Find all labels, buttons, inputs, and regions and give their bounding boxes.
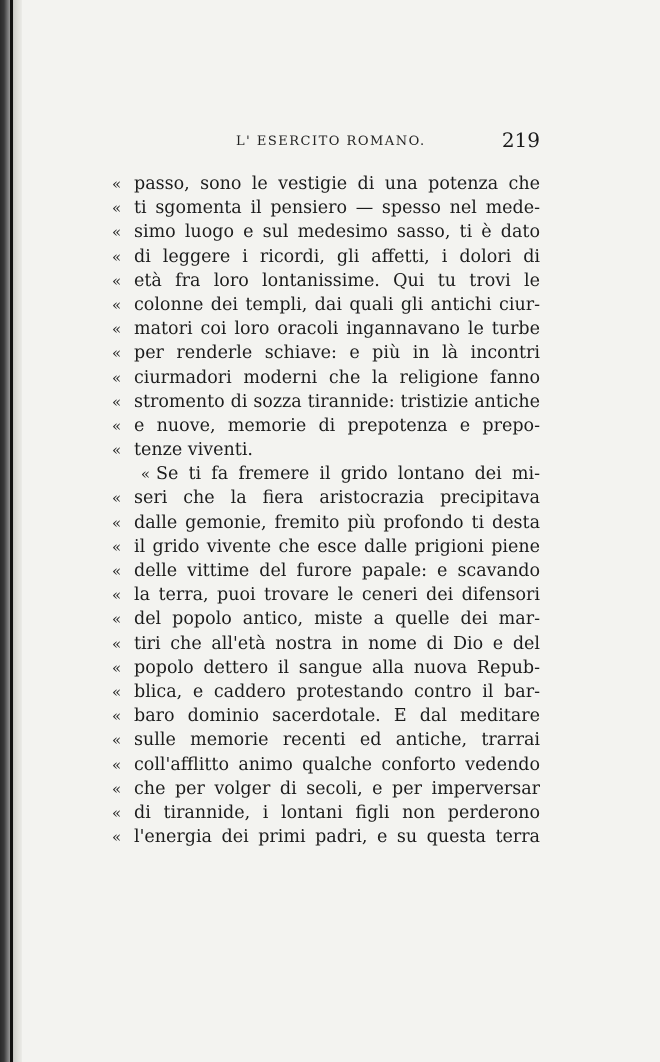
line-text: delle vittime del furore papale: e scavando xyxy=(134,561,540,581)
quote-mark: « xyxy=(112,803,122,822)
body-text xyxy=(112,172,540,849)
paragraph-start-line xyxy=(112,462,540,486)
page-number: 219 xyxy=(501,128,540,152)
text-line xyxy=(112,196,540,220)
line-text: baro dominio sacerdotale. E dal meditare xyxy=(134,706,540,727)
quote-mark: « xyxy=(112,731,122,750)
line-text: il grido vivente che esce dalle prigioni piene xyxy=(134,536,540,557)
quote-mark: « xyxy=(112,416,122,435)
text-line xyxy=(112,704,540,728)
quote-mark: « xyxy=(112,199,122,218)
quote-mark: « xyxy=(140,465,150,484)
line-text: simo luogo e sul medesimo sasso, ti è dato xyxy=(134,222,540,243)
text-line xyxy=(112,366,540,390)
text-line xyxy=(112,390,540,414)
line-text: sulle memorie recenti ed antiche, trarrai xyxy=(134,730,540,751)
line-text: ciurmadori moderni che la religione fanno xyxy=(134,367,540,388)
text-line xyxy=(112,656,540,680)
text-line xyxy=(112,753,540,777)
line-text: di leggere i ricordi, gli affetti, i dolori di xyxy=(134,246,540,267)
book-spine-edge xyxy=(10,0,13,1062)
line-text: Se ti fa fremere il grido lontano dei mi- xyxy=(156,464,540,485)
line-text: tenze viventi. xyxy=(134,440,253,461)
line-text: ti sgomenta il pensiero — spesso nel mede- xyxy=(134,198,540,219)
line-text: matori coi loro oracoli ingannavano le turbe xyxy=(134,319,540,340)
line-text: coll'afflitto animo qualche conforto vedendo xyxy=(134,754,540,775)
text-line xyxy=(112,414,540,438)
line-text: passo, sono le vestigie di una potenza che xyxy=(134,174,540,194)
text-line xyxy=(112,172,540,196)
line-text: stromento di sozza tirannide: tristizie antiche xyxy=(134,391,540,412)
quote-mark: « xyxy=(112,175,122,193)
text-line xyxy=(112,632,540,656)
text-line xyxy=(112,825,540,849)
line-text: età fra loro lontanissime. Qui tu trovi le xyxy=(134,270,540,291)
line-text: per renderle schiave: e più in là incontri xyxy=(134,343,540,364)
text-line xyxy=(112,607,540,631)
text-line xyxy=(112,680,540,704)
quote-mark: « xyxy=(112,610,122,629)
quote-mark: « xyxy=(112,320,122,339)
text-line xyxy=(112,245,540,269)
line-text: tiri che all'età nostra in nome di Dio e del xyxy=(134,633,540,654)
text-line xyxy=(112,438,540,462)
quote-mark: « xyxy=(112,271,122,290)
text-line xyxy=(112,511,540,535)
line-text: popolo dettero il sangue alla nuova Repub- xyxy=(134,657,540,678)
quote-mark: « xyxy=(112,368,122,387)
line-text: del popolo antico, miste a quelle dei mar- xyxy=(134,609,540,630)
quote-mark: « xyxy=(112,344,122,363)
line-text: la terra, puoi trovare le ceneri dei difensori xyxy=(134,585,540,606)
quote-mark: « xyxy=(112,707,122,726)
text-line xyxy=(112,269,540,293)
quote-mark: « xyxy=(112,682,122,701)
line-text: colonne dei templi, dai quali gli antichi ciur- xyxy=(134,294,540,315)
quote-mark: « xyxy=(112,828,122,847)
text-line xyxy=(112,486,540,510)
text-line xyxy=(112,728,540,752)
quote-mark: « xyxy=(112,755,122,774)
quote-mark: « xyxy=(112,441,122,460)
line-text: seri che la fiera aristocrazia precipitava xyxy=(134,488,540,509)
text-line xyxy=(112,317,540,341)
text-line xyxy=(112,583,540,607)
quote-mark: « xyxy=(112,537,122,556)
text-line xyxy=(112,293,540,317)
quote-mark: « xyxy=(112,295,122,314)
quote-mark: « xyxy=(112,489,122,508)
quote-mark: « xyxy=(112,634,122,653)
quote-mark: « xyxy=(112,223,122,242)
quote-mark: « xyxy=(112,513,122,532)
page-header xyxy=(110,128,540,158)
line-text: che per volger di secoli, e per imperversar xyxy=(134,778,540,799)
quote-mark: « xyxy=(112,562,122,580)
quote-mark: « xyxy=(112,658,122,677)
quote-mark: « xyxy=(112,586,122,605)
line-text: l'energia dei primi padri, e su questa terra xyxy=(134,827,540,848)
text-line xyxy=(112,535,540,559)
running-head: L' ESERCITO ROMANO. xyxy=(236,134,426,149)
text-line xyxy=(112,777,540,801)
quote-mark: « xyxy=(112,247,122,266)
quote-mark: « xyxy=(112,392,122,411)
line-text: e nuove, memorie di prepotenza e prepo- xyxy=(134,415,540,436)
text-line xyxy=(112,341,540,365)
line-text: dalle gemonie, fremito più profondo ti desta xyxy=(134,512,540,533)
line-text: di tirannide, i lontani figli non perderono xyxy=(134,802,540,823)
quote-mark: « xyxy=(112,779,122,798)
line-text: blica, e caddero protestando contro il bar- xyxy=(134,681,540,702)
text-line xyxy=(112,559,540,583)
text-line xyxy=(112,220,540,244)
text-line xyxy=(112,801,540,825)
